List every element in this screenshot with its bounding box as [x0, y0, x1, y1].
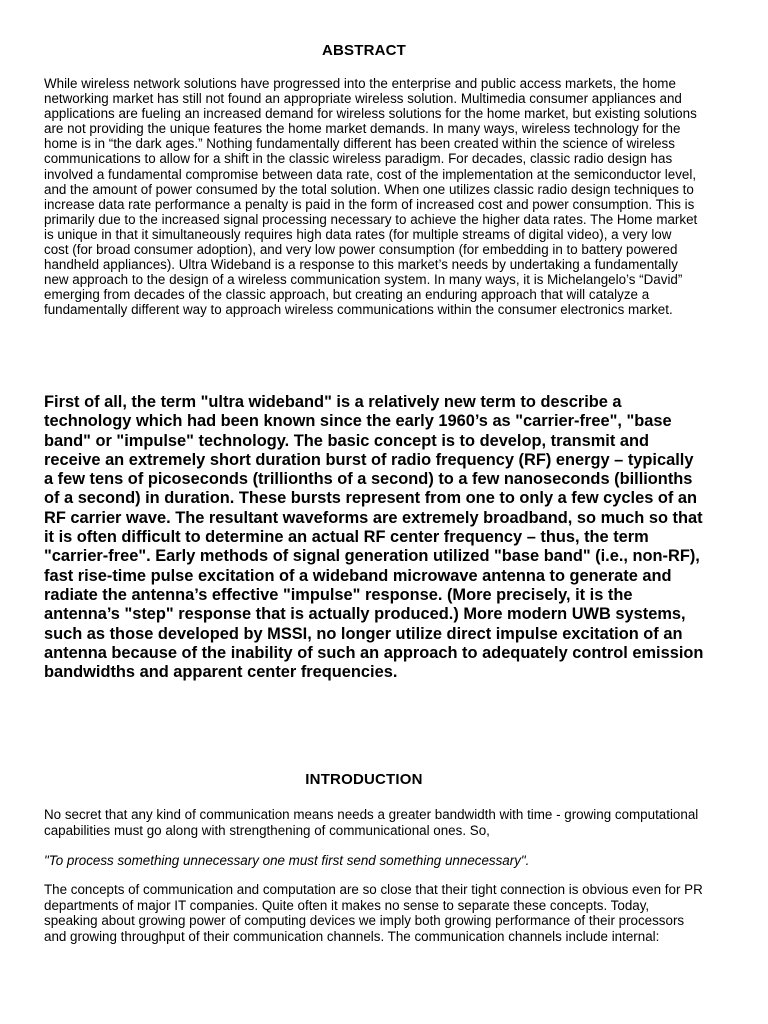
uwb-definition-paragraph: First of all, the term "ultra wideband" is a relatively new term to describe a technology which had been known since the early 1960’s as "carrier-free", "base band" or "impulse" technology. The basic concept is to develop, transmit and receive an extremely short duration burst of radio frequency (RF) energy – typically a few tens of picoseconds (trillionths of a second) to a few nanoseconds (billionths of a second) in duration. These bursts represent from one to only a few cycles of an RF carrier wave. The resultant waveforms are extremely broadband, so much so that it is often difficult to determine an actual RF center frequency – thus, the term "carrier-free". Early methods of signal generation utilized "base band" (i.e., non-RF), fast rise-time pulse excitation of a wideband microwave antenna to generate and radiate the antenna’s effective "impulse" response. (More precisely, it is the antenna’s "step" response that is actually produced.) More modern UWB systems, such as those developed by MSSI, no longer utilize direct impulse excitation of an antenna because of the inability of such an approach to adequately control emission bandwidths and apparent center frequencies.: [44, 393, 704, 682]
introduction-paragraph-1: No secret that any kind of communication means needs a greater bandwidth with time - growing computational capabilities must go along with strengthening of communicational ones. So,: [44, 807, 699, 838]
introduction-quote: "To process something unnecessary one must first send something unnecessary".: [44, 853, 530, 868]
abstract-heading: ABSTRACT: [321, 42, 407, 59]
introduction-heading: INTRODUCTION: [305, 771, 423, 788]
introduction-paragraph-2: The concepts of communication and computation are so close that their tight connection is obvious even for PR departments of major IT companies. Quite often it makes no sense to separate these concepts. Today, speaking about growing power of computing devices we imply both growing performance of their processors and growing throughput of their communication channels. The communication channels include internal:: [44, 882, 703, 944]
abstract-body-paragraph: While wireless network solutions have progressed into the enterprise and public access markets, the home networking market has still not found an appropriate wireless solution. Multimedia consumer appliances and applications are fueling an increased demand for wireless solutions for the home market, but existing solutions are not providing the unique features the home market demands. In many ways, wireless technology for the home is in “the dark ages.” Nothing fundamentally different has been created within the science of wireless communications to allow for a shift in the classic wireless paradigm. For decades, classic radio design has involved a fundamental compromise between data rate, cost of the implementation at the semiconductor level, and the amount of power consumed by the total solution. When one utilizes classic radio design techniques to increase data rate performance a penalty is paid in the form of increased cost and power consumption. This is primarily due to the increased signal processing necessary to achieve the higher data rates. The Home market is unique in that it simultaneously requires high data rates (for multiple streams of digital video), a very low cost (for broad consumer adoption), and very low power consumption (for embedding in to battery powered handheld appliances). Ultra Wideband is a response to this market’s needs by undertaking a fundamentally new approach to the design of a wireless communication system. In many ways, it is Michelangelo’s “David” emerging from decades of the classic approach, but creating an enduring approach that will catalyze a fundamentally different way to approach wireless communications within the consumer electronics market.: [44, 76, 698, 318]
